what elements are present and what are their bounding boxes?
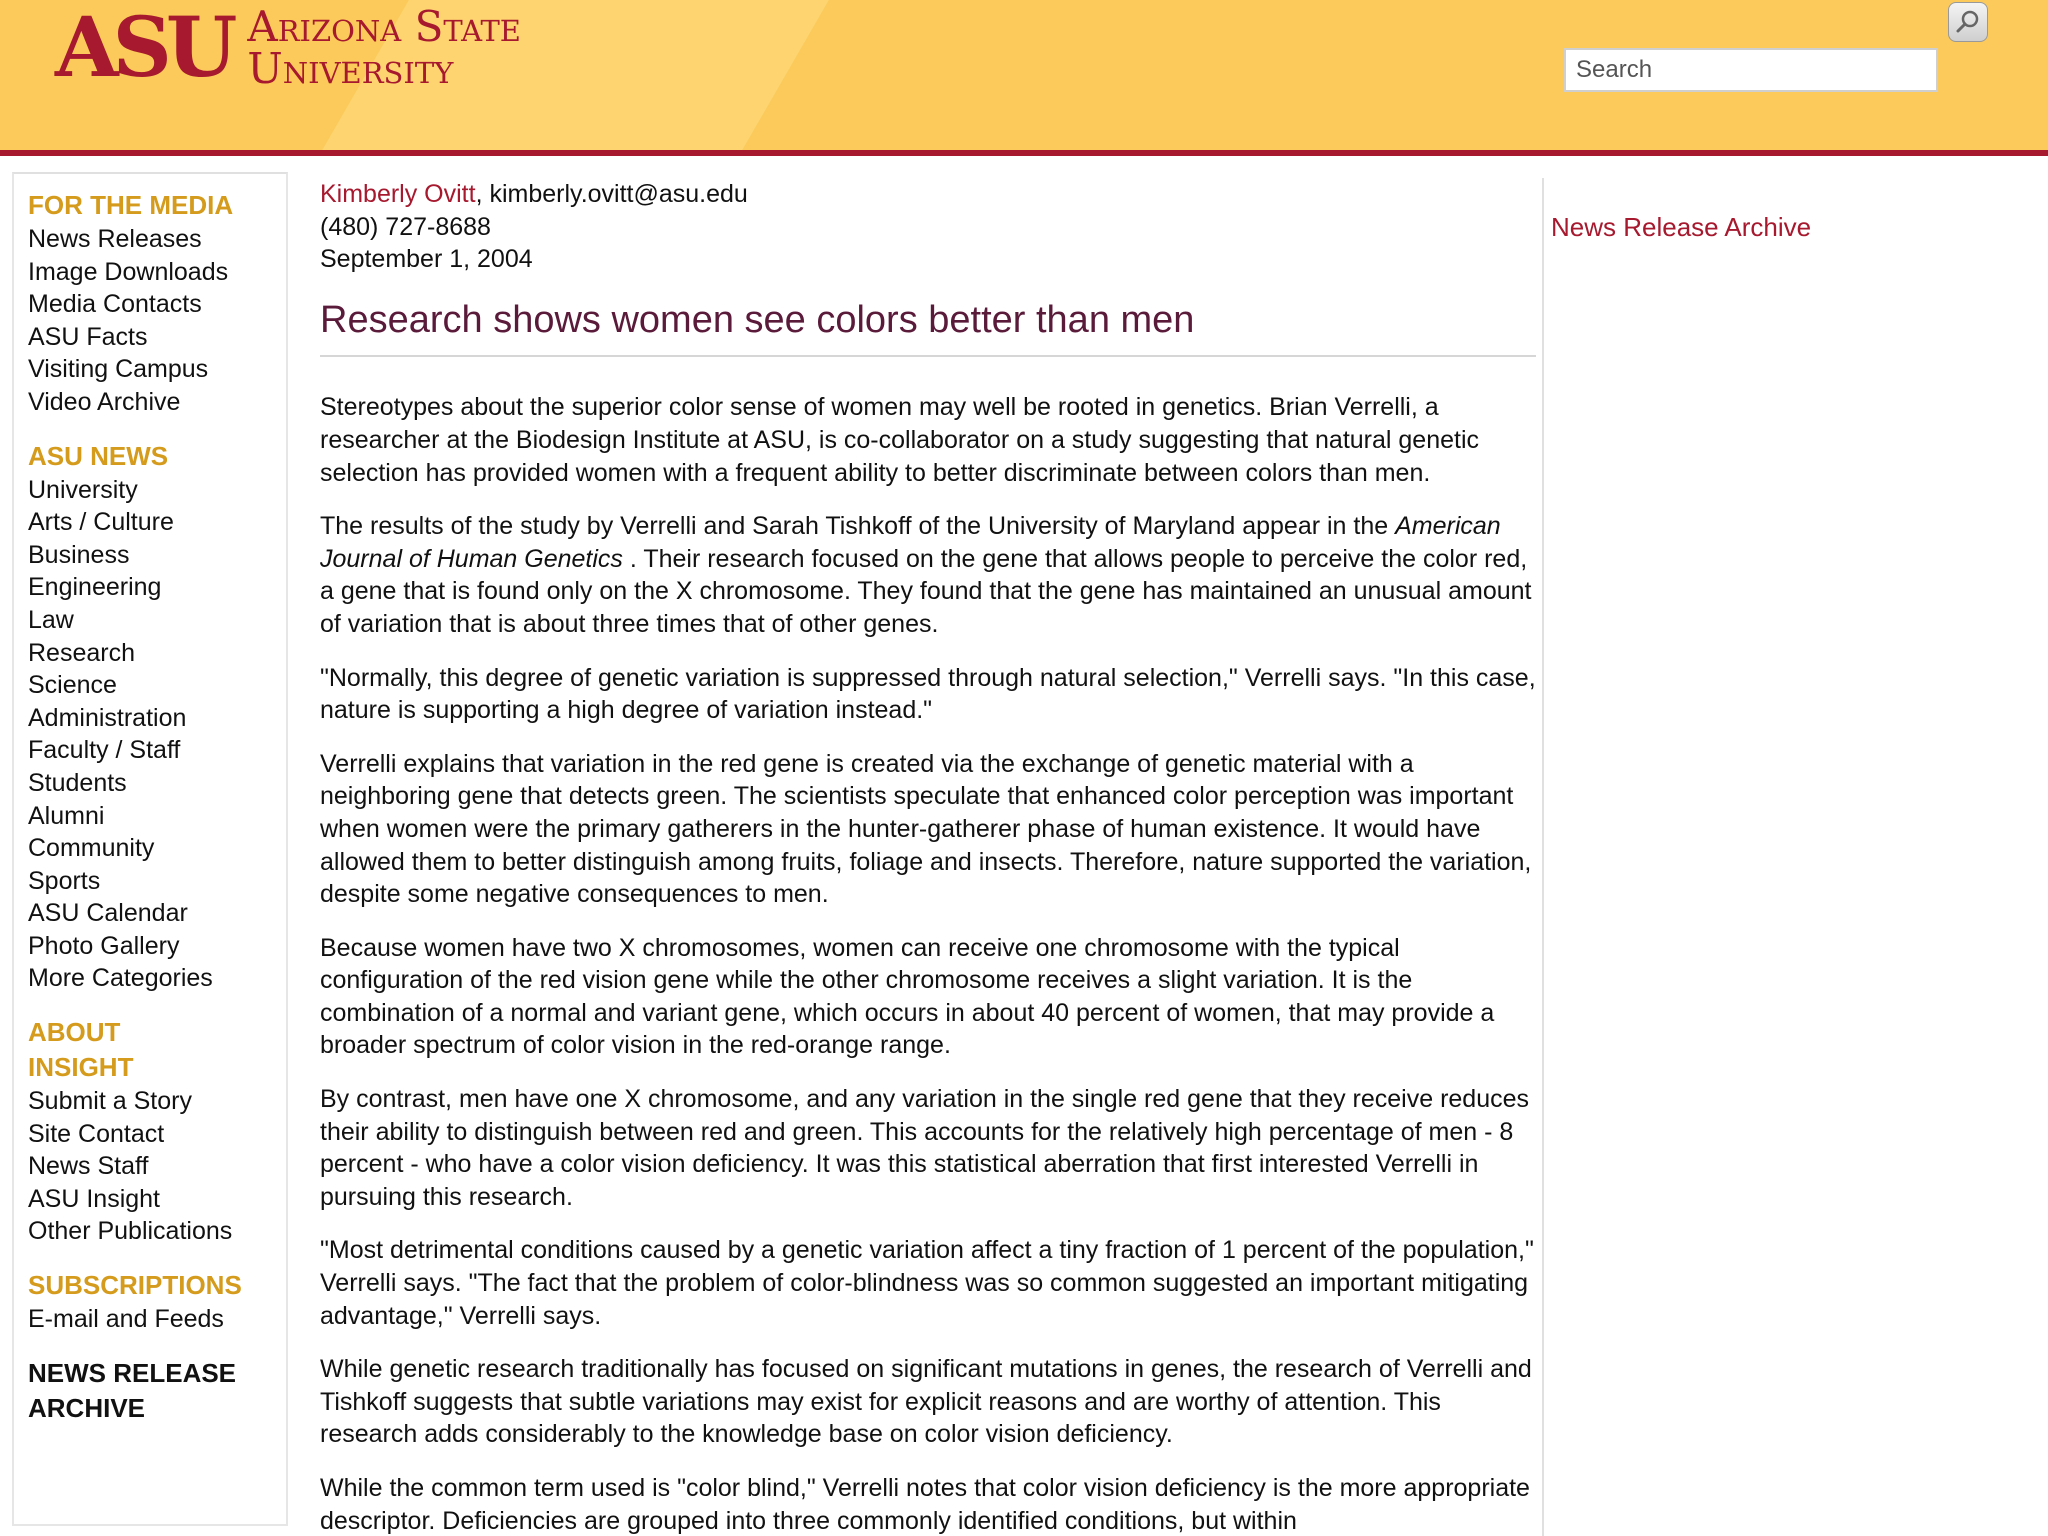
nav-heading-about-insight: ABOUT INSIGHT (28, 1017, 134, 1083)
nav-heading-subscriptions: SUBSCRIPTIONS (28, 1270, 242, 1301)
nav-item-research[interactable]: Research (28, 638, 135, 667)
nav-heading-news-release-archive[interactable]: NEWS RELEASE ARCHIVE (28, 1357, 237, 1423)
site-header (0, 0, 2048, 150)
nav-item-media-contacts[interactable]: Media Contacts (28, 290, 202, 319)
logo-line-2: University (247, 44, 454, 93)
byline-contact (320, 178, 1536, 211)
nav-item-administration[interactable]: Administration (28, 703, 187, 732)
nav-item-university[interactable]: University (28, 475, 138, 504)
article (320, 178, 1536, 1536)
nav-item-submit-a-story[interactable]: Submit a Story (28, 1087, 192, 1116)
article-paragraph: "Normally, this degree of genetic variation is suppressed through natural selection," Verrelli says. "In this case, nature is supporting a high degree of variation instead." (320, 663, 1536, 725)
nav-item-asu-insight[interactable]: ASU Insight (28, 1184, 161, 1213)
contact-phone: (480) 727-8688 (320, 212, 491, 241)
nav-item-email-and-feeds[interactable]: E-mail and Feeds (28, 1305, 224, 1334)
nav-item-news-releases[interactable]: News Releases (28, 225, 202, 253)
nav-list-asu-news (28, 474, 286, 996)
header-divider (0, 150, 2048, 156)
nav-item-engineering[interactable]: Engineering (28, 573, 162, 602)
nav-item-community[interactable]: Community (28, 834, 155, 863)
nav-item-visiting-campus[interactable]: Visiting Campus (28, 355, 209, 384)
news-release-archive-link[interactable]: News Release Archive (1551, 212, 1812, 242)
magnifier-icon (1954, 8, 1982, 36)
nav-item-alumni[interactable]: Alumni (28, 801, 105, 830)
article-title: Research shows women see colors better than men (320, 298, 1536, 358)
paragraph-text: . Their research focused on the gene that allows people to perceive the color red, a gene that is found only on the X chromosome. They found that the gene has maintained an unusual amount of variation that is about three times that of other genes. (320, 544, 1532, 638)
article-paragraph: Verrelli explains that variation in the red gene is created via the exchange of genetic material with a neighboring gene that detects green. The scientists speculate that enhanced color perception was important when women were the primary gatherers in the hunter-gatherer phase of human existence. It would have allowed them to better distinguish among fruits, foliage and insects. Therefore, nature supported the variation, despite some negative consequences to men. (320, 749, 1532, 909)
journal-name: American Journal of Human Genetics (320, 512, 1501, 573)
nav-heading-for-the-media: FOR THE MEDIA (28, 190, 234, 220)
search-button[interactable] (1948, 2, 1988, 42)
nav-list-for-the-media (28, 223, 286, 419)
article-paragraph: By contrast, men have one X chromosome, and any variation in the single red gene that they receive reduces their ability to distinguish between red and green. This accounts for the relatively high percentage of men - 8 percent - who have a color vision deficiency. It was this statistical aberration that first interested Verrelli in pursuing this research. (320, 1085, 1530, 1211)
release-date: September 1, 2004 (320, 245, 533, 274)
asu-logo[interactable] (55, 0, 521, 96)
article-paragraph: While the common term used is "color blind," Verrelli notes that color vision deficiency is the more appropriate descriptor. Deficiencies are grouped into three commonly identified conditions, but within (320, 1474, 1530, 1535)
nav-heading-asu-news: ASU NEWS (28, 440, 169, 471)
asu-logo-mark: ASU (55, 0, 232, 96)
nav-item-image-downloads[interactable]: Image Downloads (28, 257, 229, 286)
nav-item-other-publications[interactable]: Other Publications (28, 1217, 233, 1246)
article-paragraph: While genetic research traditionally has focused on significant mutations in genes, the research of Verrelli and Tishkoff suggests that subtle variations may exist for explicit reasons and are worthy of attention. This research adds considerably to the knowledge base on color vision deficiency. (320, 1355, 1532, 1449)
author-link[interactable]: Kimberly Ovitt (320, 180, 476, 208)
article-paragraph: "Most detrimental conditions caused by a genetic variation affect a tiny fraction of 1 percent of the population," Verrelli says. "The fact that the problem of color-blindness was so common suggested an important mitigating advantage," Verrelli says. (320, 1236, 1534, 1330)
nav-item-site-contact[interactable]: Site Contact (28, 1119, 165, 1148)
nav-item-news-staff[interactable]: News Staff (28, 1152, 149, 1181)
nav-item-arts-culture[interactable]: Arts / Culture (28, 508, 174, 537)
nav-item-asu-facts[interactable]: ASU Facts (28, 322, 148, 351)
article-paragraph: Because women have two X chromosomes, women can receive one chromosome with the typical configuration of the red vision gene while the other chromosome receives a slight variation. It is the combination of a normal and variant gene, which occurs in about 40 percent of women, that may provide a broader spectrum of color vision in the red-orange range. (320, 933, 1495, 1060)
logo-line-1: Arizona State (247, 2, 521, 51)
nav-item-asu-calendar[interactable]: ASU Calendar (28, 899, 188, 928)
nav-item-video-archive[interactable]: Video Archive (28, 387, 181, 416)
nav-item-science[interactable]: Science (28, 671, 117, 700)
nav-item-law[interactable]: Law (28, 605, 74, 634)
nav-item-students[interactable]: Students (28, 768, 127, 797)
asu-logo-wordmark (247, 2, 521, 93)
column-divider (1542, 178, 1544, 1536)
nav-list-subscriptions (28, 1303, 286, 1336)
sidebar-nav (12, 172, 288, 1526)
article-paragraph: Stereotypes about the superior color sense of women may well be rooted in genetics. Brian Verrelli, a researcher at the Biodesign Institute at ASU, is co-collaborator on a study suggesting that natural genetic selection has provided women with a frequent ability to better discriminate between colors than men. (320, 393, 1480, 487)
author-email: , kimberly.ovitt@asu.edu (475, 180, 748, 208)
nav-item-sports[interactable]: Sports (28, 866, 101, 895)
search-input[interactable] (1564, 48, 1938, 92)
nav-item-photo-gallery[interactable]: Photo Gallery (28, 931, 180, 960)
nav-item-business[interactable]: Business (28, 540, 130, 569)
nav-item-faculty-staff[interactable]: Faculty / Staff (28, 736, 181, 765)
paragraph-text: The results of the study by Verrelli and Sarah Tishkoff of the University of Maryland appear in the (320, 512, 1396, 541)
right-column (1551, 212, 1811, 243)
nav-list-about-insight (28, 1085, 286, 1248)
article-paragraph (320, 510, 1536, 640)
nav-item-more-categories[interactable]: More Categories (28, 964, 213, 993)
